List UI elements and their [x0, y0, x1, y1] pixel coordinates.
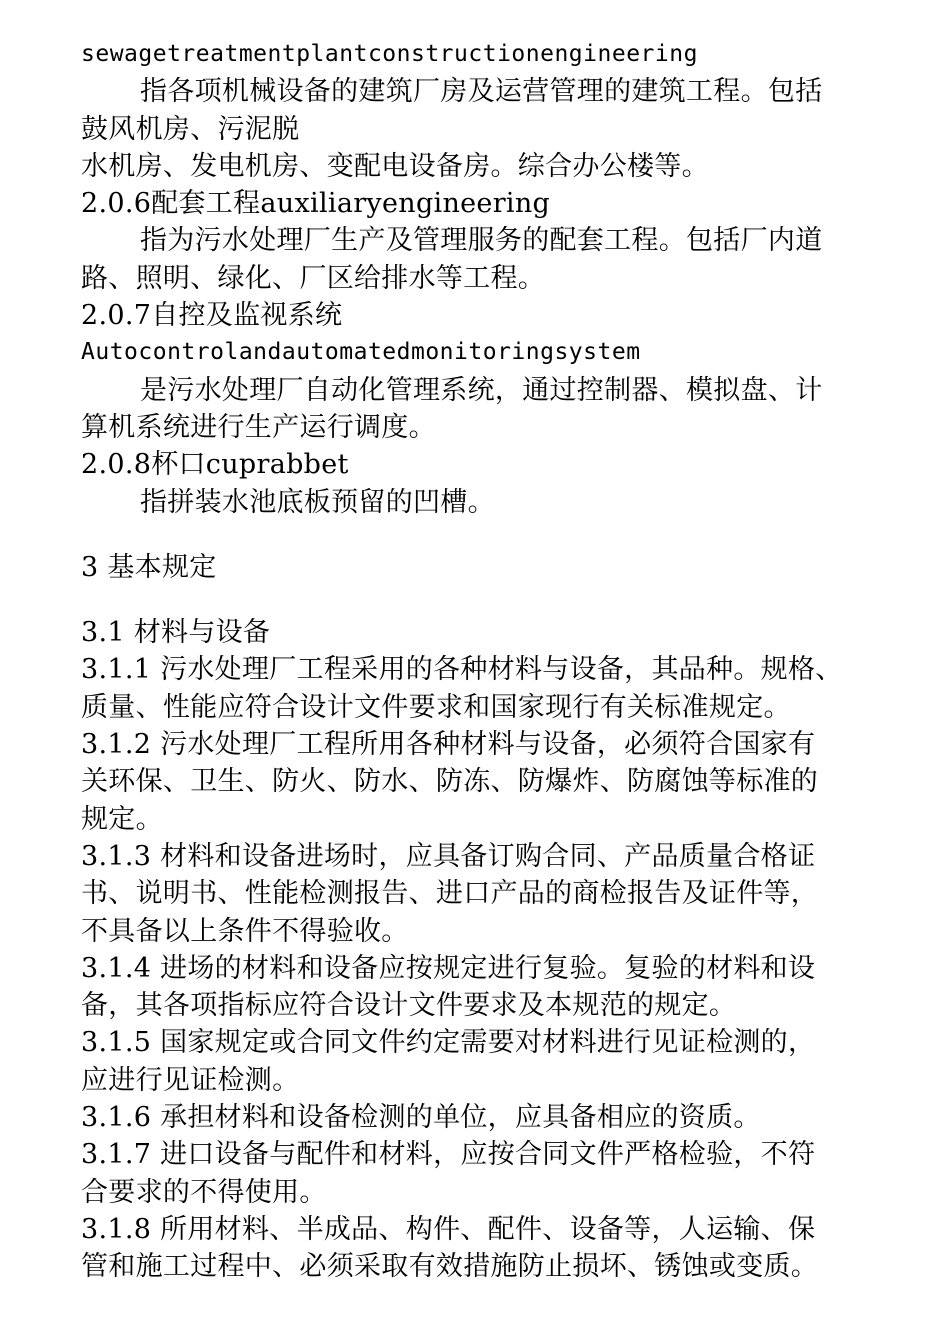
text-line: 应进行见证检测。 [81, 1064, 300, 1096]
text-line: 水机房、发电机房、变配电设备房。综合办公楼等。 [81, 150, 709, 182]
clause-line: 3.1.7 进口设备与配件和材料，应按合同文件严格检验，不符 [81, 1139, 816, 1171]
clause-line: 3.1.5 国家规定或合同文件约定需要对材料进行见证检测的， [81, 1027, 816, 1059]
text-line: 规定。 [81, 803, 163, 835]
blank-spacer [81, 586, 881, 614]
text-line: 合要求的不得使用。 [81, 1176, 327, 1208]
chapter-heading: 3 基本规定 [81, 551, 217, 583]
clause-line: 3.1.1 污水处理厂工程采用的各种材料与设备，其品种。规格、 [81, 654, 843, 686]
text-line: Autocontrolandautomatedmonitoringsystem [81, 339, 641, 366]
text-line: 是污水处理厂自动化管理系统，通过控制器、模拟盘、计 [140, 374, 823, 406]
section-heading: 3.1 材料与设备 [81, 617, 271, 649]
text-line: 指各项机械设备的建筑厂房及运营管理的建筑工程。包括 [140, 76, 823, 108]
clause-line: 2.0.7自控及监视系统 [81, 300, 343, 332]
text-line: 备，其各项指标应符合设计文件要求及本规范的规定。 [81, 990, 737, 1022]
clause-line: 3.1.6 承担材料和设备检测的单位，应具备相应的资质。 [81, 1102, 761, 1134]
text-line: sewagetreatmentplantconstructionengineering [81, 41, 698, 67]
text-line: 鼓风机房、污泥脱 [81, 113, 300, 145]
text-line: 质量、性能应符合设计文件要求和国家现行有关标准规定。 [81, 691, 791, 723]
clause-line: 3.1.4 进场的材料和设备应按规定进行复验。复验的材料和设 [81, 952, 816, 984]
clause-line: 3.1.2 污水处理厂工程所用各种材料与设备，必须符合国家有 [81, 729, 816, 761]
document-page [81, 36, 881, 1286]
text-line: 指为污水处理厂生产及管理服务的配套工程。包括厂内道 [140, 225, 823, 257]
clause-line: 2.0.8杯口cuprabbet [81, 449, 349, 481]
text-line: 管和施工过程中、必须采取有效措施防止损坏、锈蚀或变质。 [81, 1251, 819, 1283]
text-line: 书、说明书、性能检测报告、进口产品的商检报告及证件等， [81, 878, 819, 910]
text-line: 不具备以上条件不得验收。 [81, 915, 409, 947]
text-line: 路、照明、绿化、厂区给排水等工程。 [81, 262, 546, 294]
clause-line: 3.1.3 材料和设备进场时，应具备订购合同、产品质量合格证 [81, 840, 816, 872]
text-line: 关环保、卫生、防火、防水、防冻、防爆炸、防腐蚀等标准的 [81, 766, 819, 798]
clause-line: 2.0.6配套工程auxiliaryengineering [81, 188, 551, 220]
text-line: 算机系统进行生产运行调度。 [81, 411, 436, 443]
blank-spacer [81, 521, 881, 549]
text-line: 指拼装水池底板预留的凹槽。 [140, 486, 495, 518]
clause-line: 3.1.8 所用材料、半成品、构件、配件、设备等，人运输、保 [81, 1213, 816, 1245]
